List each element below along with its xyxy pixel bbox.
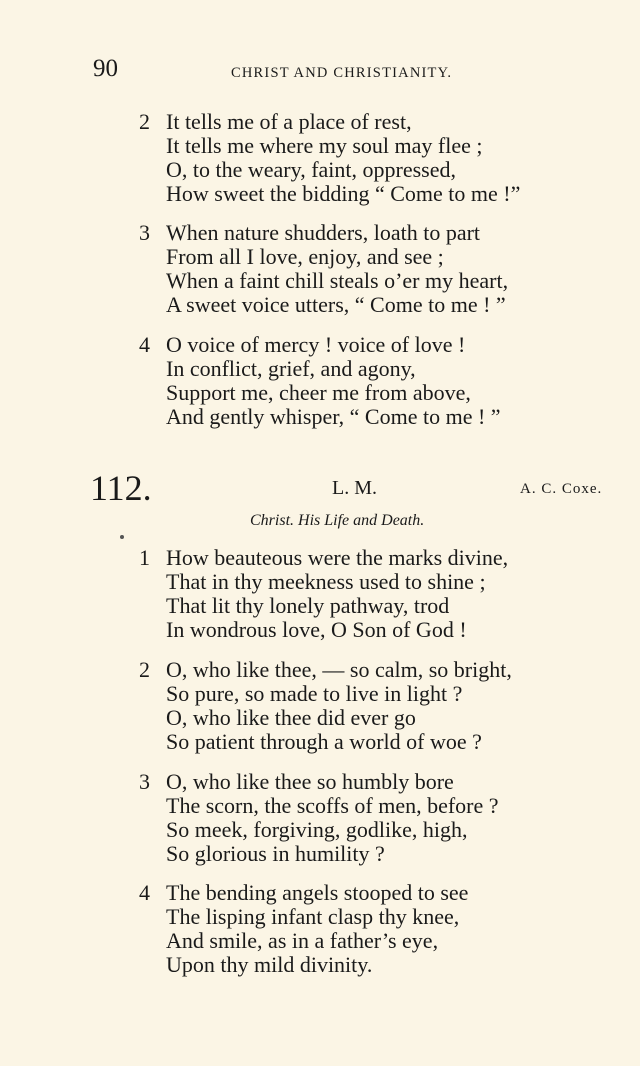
verse-line: O voice of mercy ! voice of love !	[166, 332, 466, 357]
verse-line: From all I love, enjoy, and see ;	[166, 244, 444, 269]
stanza-number: 2	[139, 657, 150, 682]
hymn-meter: L. M.	[332, 477, 377, 499]
hymn-number: 112.	[90, 468, 152, 508]
hymn-author: A. C. Coxe.	[520, 481, 603, 497]
verse-line: When nature shudders, loath to part	[166, 220, 481, 245]
stanza-number: 1	[139, 545, 150, 570]
verse-line: So patient through a world of woe ?	[166, 729, 482, 754]
verse-line: And smile, as in a father’s eye,	[166, 928, 439, 953]
verse-line: It tells me of a place of rest,	[166, 109, 412, 134]
verse-line: O, who like thee did ever go	[166, 705, 416, 730]
verse-line: O, to the weary, faint, oppressed,	[166, 157, 456, 182]
verse-line: So pure, so made to live in light ?	[166, 681, 463, 706]
hymn-subject: Christ. His Life and Death.	[250, 512, 425, 529]
running-header	[0, 55, 640, 89]
stanza-number: 4	[139, 880, 150, 905]
verse-line: In conflict, grief, and agony,	[166, 356, 416, 381]
verse-line: A sweet voice utters, “ Come to me ! ”	[166, 292, 506, 317]
verse-line: How sweet the bidding “ Come to me !”	[166, 181, 521, 206]
verse-line: The lisping infant clasp thy knee,	[166, 904, 460, 929]
verse-line: And gently whisper, “ Come to me ! ”	[166, 404, 501, 429]
verse-line: So glorious in humility ?	[166, 841, 385, 866]
print-speck	[120, 535, 124, 539]
stanza-number: 2	[139, 109, 150, 134]
stanza-number: 3	[139, 220, 150, 245]
verse-line: When a faint chill steals o’er my heart,	[166, 268, 509, 293]
verse-line: It tells me where my soul may flee ;	[166, 133, 483, 158]
running-title: CHRIST AND CHRISTIANITY.	[231, 65, 453, 81]
verse-line: O, who like thee so humbly bore	[166, 769, 454, 794]
verse-line: Upon thy mild divinity.	[166, 952, 373, 977]
verse-line: How beauteous were the marks divine,	[166, 545, 509, 570]
verse-line: O, who like thee, — so calm, so bright,	[166, 657, 512, 682]
verse-line: In wondrous love, O Son of God !	[166, 617, 467, 642]
verse-line: The bending angels stooped to see	[166, 880, 469, 905]
stanza-number: 3	[139, 769, 150, 794]
verse-line: The scorn, the scoffs of men, before ?	[166, 793, 499, 818]
page-number: 90	[93, 55, 118, 82]
verse-line: So meek, forgiving, godlike, high,	[166, 817, 468, 842]
stanza-number: 4	[139, 332, 150, 357]
verse-line: That lit thy lonely pathway, trod	[166, 593, 450, 618]
verse-line: That in thy meekness used to shine ;	[166, 569, 486, 594]
verse-line: Support me, cheer me from above,	[166, 380, 471, 405]
